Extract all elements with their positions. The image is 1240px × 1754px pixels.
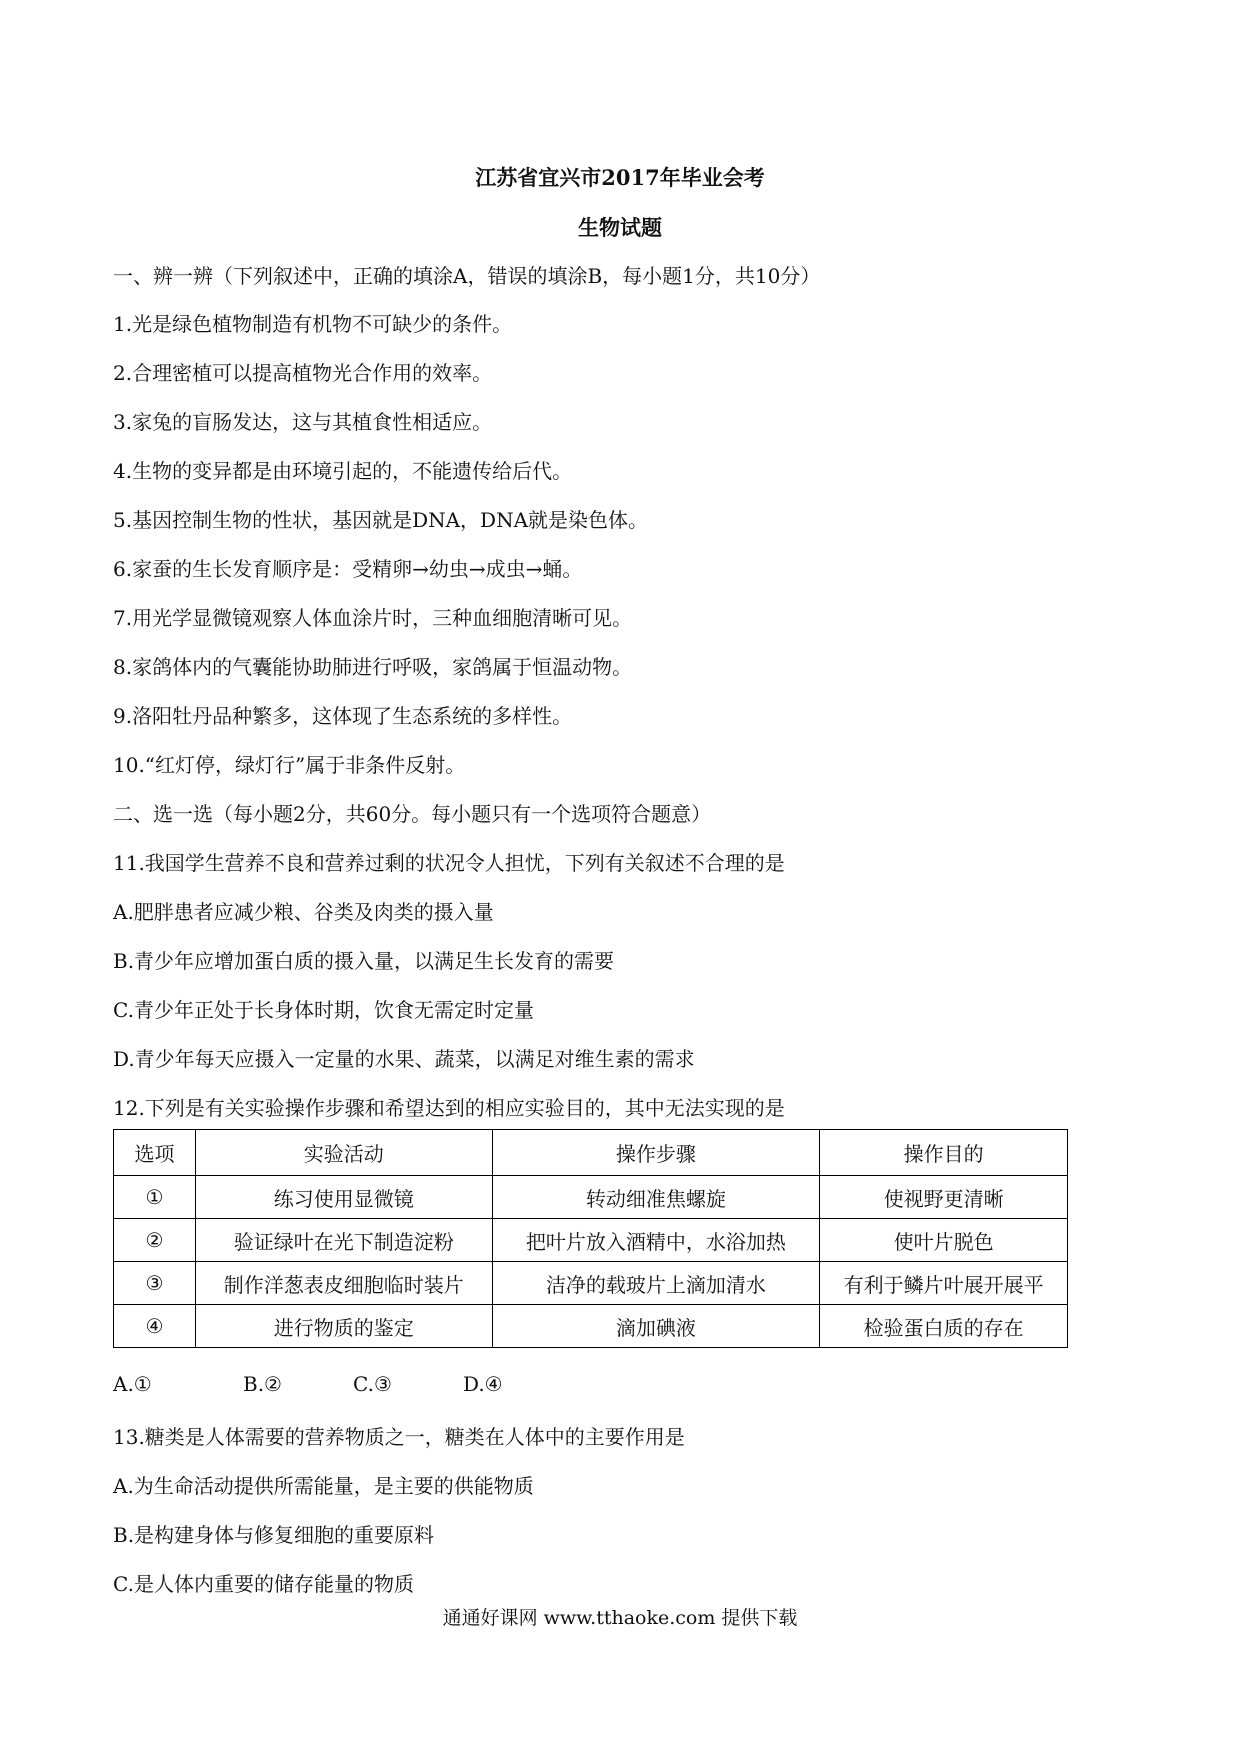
question-item: 4.生物的变异都是由环境引起的，不能遗传给后代。 [113,459,573,483]
table-cell: 使叶片脱色 [820,1219,1068,1262]
answer-option: A.为生命活动提供所需能量，是主要的供能物质 [113,1474,534,1498]
table-cell: 验证绿叶在光下制造淀粉 [195,1219,492,1262]
table-cell: 制作洋葱表皮细胞临时装片 [195,1262,492,1305]
table-cell: 转动细准焦螺旋 [492,1176,820,1219]
answer-option: C.是人体内重要的储存能量的物质 [113,1572,414,1596]
table-cell: 进行物质的鉴定 [195,1305,492,1348]
answer-option: C.青少年正处于长身体时期，饮食无需定时定量 [113,998,534,1022]
page-title: 江苏省宜兴市2017年毕业会考 [475,165,765,190]
table-row [114,1176,1068,1219]
table-header-cell: 选项 [114,1130,196,1176]
question-stem: 12.下列是有关实验操作步骤和希望达到的相应实验目的，其中无法实现的是 [113,1096,785,1120]
table-cell: 使视野更清晰 [820,1176,1068,1219]
answer-option: D.青少年每天应摄入一定量的水果、蔬菜，以满足对维生素的需求 [113,1047,695,1071]
table-cell: ① [114,1176,196,1219]
q12-answer-options [113,1372,503,1396]
table-cell: 把叶片放入酒精中，水浴加热 [492,1219,820,1262]
table-cell: 检验蛋白质的存在 [820,1305,1068,1348]
table-header-cell: 操作目的 [820,1130,1068,1176]
table-cell: 洁净的载玻片上滴加清水 [492,1262,820,1305]
answer-option: C.③ [353,1372,392,1396]
table-row [114,1262,1068,1305]
table-cell: ④ [114,1305,196,1348]
table-row [114,1219,1068,1262]
question-item: 5.基因控制生物的性状，基因就是DNA，DNA就是染色体。 [113,508,649,532]
footer-url[interactable]: www.tthaoke.com [543,1607,716,1629]
table-header-cell: 实验活动 [195,1130,492,1176]
answer-option: B.② [243,1372,282,1396]
experiment-table [113,1129,1068,1348]
table-row [114,1305,1068,1348]
question-stem: 11.我国学生营养不良和营养过剩的状况令人担忧，下列有关叙述不合理的是 [113,851,785,875]
question-stem: 13.糖类是人体需要的营养物质之一，糖类在人体中的主要作用是 [113,1425,685,1449]
question-item: 6.家蚕的生长发育顺序是：受精卵→幼虫→成虫→蛹。 [113,557,583,581]
table-cell: 练习使用显微镜 [195,1176,492,1219]
section1-heading: 一、辨一辨（下列叙述中，正确的填涂A，错误的填涂B，每小题1分，共10分） [113,264,821,288]
question-item: 3.家兔的盲肠发达，这与其植食性相适应。 [113,410,493,434]
answer-option: B.青少年应增加蛋白质的摄入量，以满足生长发育的需要 [113,949,615,973]
question-item: 9.洛阳牡丹品种繁多，这体现了生态系统的多样性。 [113,704,573,728]
table-header-row [114,1130,1068,1176]
answer-option: B.是构建身体与修复细胞的重要原料 [113,1523,435,1547]
table-cell: 滴加碘液 [492,1305,820,1348]
table-cell: 有利于鳞片叶展开展平 [820,1262,1068,1305]
answer-option: A.① [113,1372,152,1396]
question-item: 1.光是绿色植物制造有机物不可缺少的条件。 [113,312,513,336]
question-item: 8.家鸽体内的气囊能协助肺进行呼吸，家鸽属于恒温动物。 [113,655,633,679]
table-header-cell: 操作步骤 [492,1130,820,1176]
footer-site-name: 通通好课网 [442,1607,538,1629]
footer-suffix: 提供下载 [721,1607,798,1629]
answer-option: A.肥胖患者应减少粮、谷类及肉类的摄入量 [113,900,494,924]
table-cell: ③ [114,1262,196,1305]
page-footer [0,1603,1240,1630]
table-cell: ② [114,1219,196,1262]
question-item: 2.合理密植可以提高植物光合作用的效率。 [113,361,493,385]
page-subtitle: 生物试题 [578,215,662,240]
section2-heading: 二、选一选（每小题2分，共60分。每小题只有一个选项符合题意） [113,802,712,826]
question-item: 10.“红灯停，绿灯行”属于非条件反射。 [113,753,466,777]
question-item: 7.用光学显微镜观察人体血涂片时，三种血细胞清晰可见。 [113,606,633,630]
answer-option: D.④ [463,1372,503,1396]
